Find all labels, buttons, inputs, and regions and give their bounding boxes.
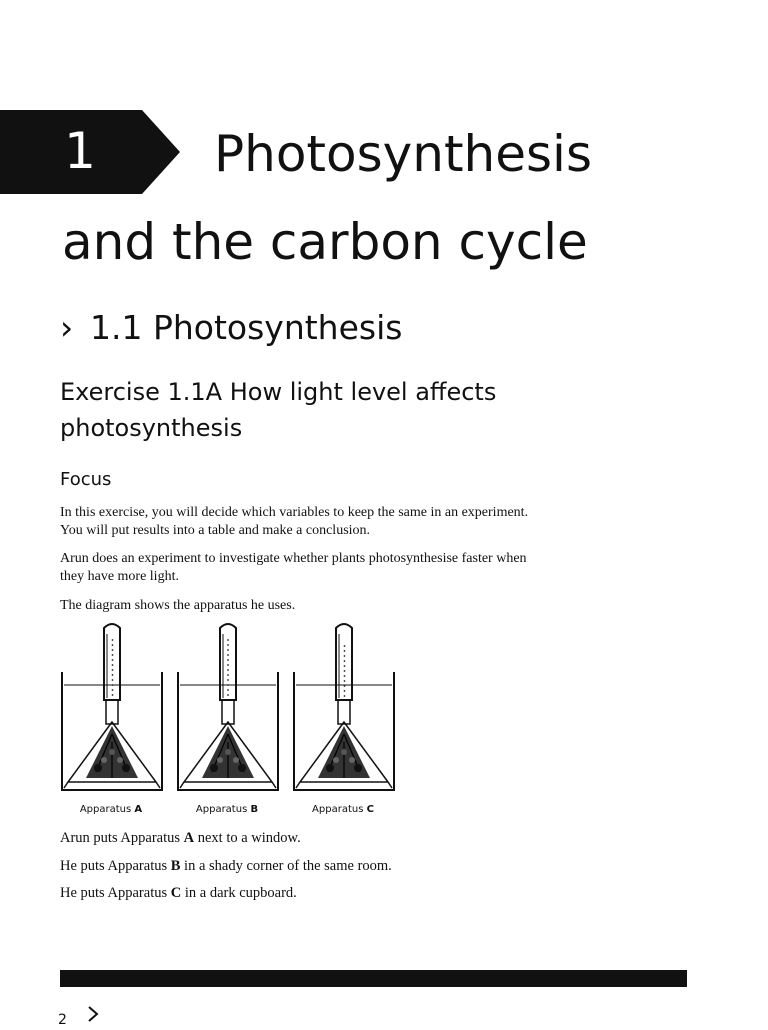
apparatus-diagram: [56, 622, 416, 798]
chapter-title-line-2: and the carbon cycle: [62, 213, 588, 271]
chapter-number: 1: [64, 122, 96, 180]
chapter-title: [62, 110, 742, 286]
focus-paragraph-2: Arun does an experiment to investigate whether plants photosynthesise faster when they have more light.: [60, 551, 527, 584]
section-title: 1.1 Photosynthesis: [90, 308, 403, 347]
body-line-3: He puts Apparatus C in a dark cupboard.: [60, 885, 297, 901]
body-line-1: Arun puts Apparatus A next to a window.: [60, 830, 301, 846]
apparatus-c-drawing: [294, 624, 394, 790]
focus-paragraph-1: In this exercise, you will decide which variables to keep the same in an experiment. You will put results into a table and make a conclusion.: [60, 505, 529, 538]
apparatus-b-drawing: [178, 624, 278, 790]
body-line-2: He puts Apparatus B in a shady corner of the same room.: [60, 858, 392, 874]
focus-paragraph-3: The diagram shows the apparatus he uses.: [60, 598, 296, 613]
section-heading: [60, 302, 402, 354]
page-number: 2: [58, 1012, 67, 1028]
footer-bar: [60, 970, 687, 987]
focus-label: Focus: [60, 469, 112, 490]
chevron-right-icon: [86, 1005, 100, 1028]
apparatus-a-drawing: [62, 624, 162, 790]
chapter-title-line-1: Photosynthesis: [214, 125, 593, 183]
exercise-title: Exercise 1.1A How light level affects photosynthesis: [60, 378, 497, 442]
gas-bubbles: [112, 639, 346, 697]
chevron-right-icon: ›: [60, 308, 74, 347]
caption-apparatus-a: Apparatus A: [79, 804, 143, 815]
caption-apparatus-b: Apparatus B: [195, 804, 259, 815]
caption-apparatus-c: Apparatus C: [312, 804, 374, 815]
